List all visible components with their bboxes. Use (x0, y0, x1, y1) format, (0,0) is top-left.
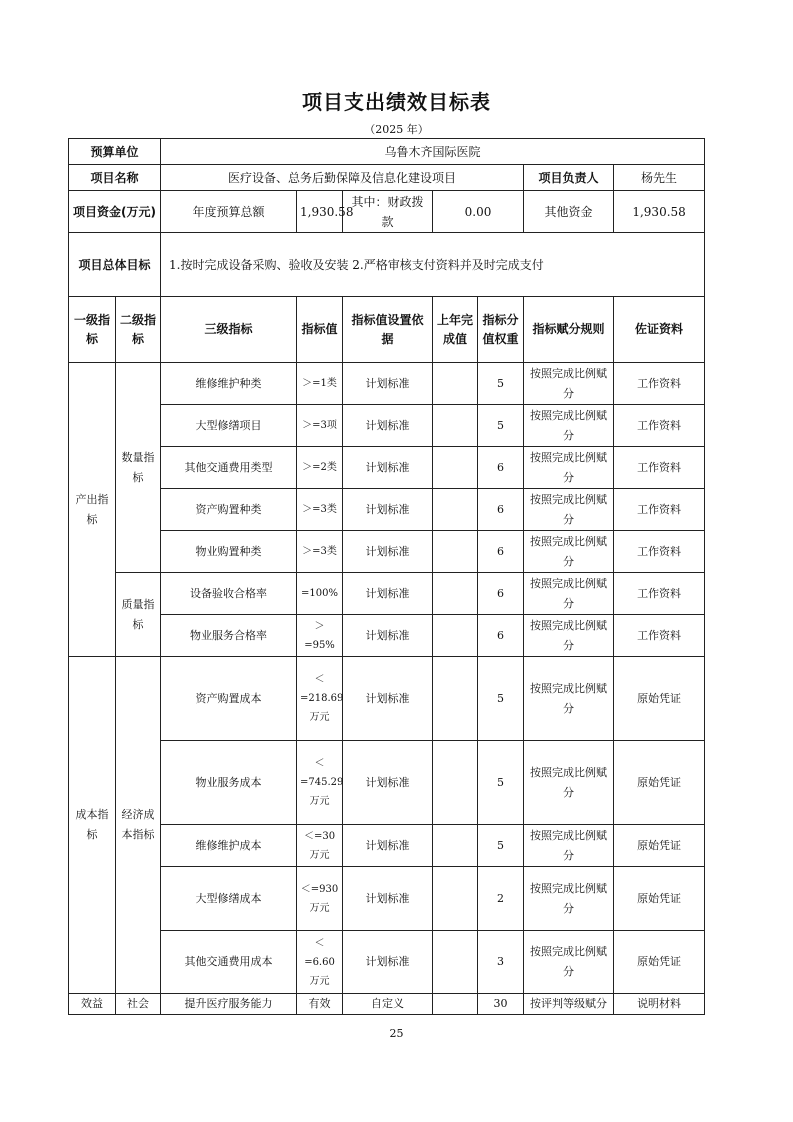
header-rule: 指标赋分规则 (524, 297, 614, 363)
row-value: ＞=3类 (297, 489, 343, 531)
row-basis: 计划标准 (343, 531, 433, 573)
row-evidence: 工作资料 (614, 615, 705, 657)
row-value: ＞=95% (297, 615, 343, 657)
row-basis: 计划标准 (343, 363, 433, 405)
year-label: （2025 年） (364, 123, 429, 136)
row-weight: 6 (478, 573, 524, 615)
row-rule: 按照完成比例赋分 (524, 531, 614, 573)
row-evidence: 原始凭证 (614, 825, 705, 867)
row-value: ＞=1类 (297, 363, 343, 405)
group-quantity: 数量指标 (116, 363, 161, 573)
row-last (433, 994, 478, 1015)
header-level2: 二级指标 (116, 297, 161, 363)
row-evidence: 工作资料 (614, 405, 705, 447)
annual-label: 年度预算总额 (161, 191, 297, 233)
table-row (69, 994, 705, 1015)
header-last-year: 上年完成值 (433, 297, 478, 363)
row-name: 物业购置种类 (161, 531, 297, 573)
other-value: 1,930.58 (614, 191, 705, 233)
row-basis: 计划标准 (343, 825, 433, 867)
row-name: 资产购置成本 (161, 657, 297, 741)
row-last (433, 657, 478, 741)
row-name: 其他交通费用类型 (161, 447, 297, 489)
row-rule: 按照完成比例赋分 (524, 363, 614, 405)
owner-value: 杨先生 (614, 165, 705, 191)
row-basis: 计划标准 (343, 741, 433, 825)
table-row (69, 867, 705, 931)
header-row (69, 297, 705, 363)
row-basis: 计划标准 (343, 657, 433, 741)
table-row (69, 405, 705, 447)
fiscal-value: 0.00 (433, 191, 524, 233)
row-last (433, 531, 478, 573)
goal-value: 1.按时完成设备采购、验收及安装 2.严格审核支付资料并及时完成支付 (161, 233, 705, 297)
row-weight: 6 (478, 615, 524, 657)
row-last (433, 931, 478, 994)
table-row (69, 531, 705, 573)
table-row (69, 825, 705, 867)
row-rule: 按照完成比例赋分 (524, 489, 614, 531)
row-name: 物业服务合格率 (161, 615, 297, 657)
row-rule: 按照完成比例赋分 (524, 657, 614, 741)
row-basis: 计划标准 (343, 447, 433, 489)
row-basis: 自定义 (343, 994, 433, 1015)
row-weight: 2 (478, 867, 524, 931)
row-name: 物业服务成本 (161, 741, 297, 825)
table-row (69, 615, 705, 657)
row-rule: 按照完成比例赋分 (524, 447, 614, 489)
owner-label: 项目负责人 (524, 165, 614, 191)
row-weight: 6 (478, 531, 524, 573)
unit-label: 预算单位 (69, 139, 161, 165)
row-name: 设备验收合格率 (161, 573, 297, 615)
row-last (433, 489, 478, 531)
performance-table-main (68, 138, 705, 1015)
row-rule: 按照完成比例赋分 (524, 615, 614, 657)
row-value: ＜=745.29万元 (297, 741, 343, 825)
other-label: 其他资金 (524, 191, 614, 233)
row-basis: 计划标准 (343, 867, 433, 931)
row-weight: 3 (478, 931, 524, 994)
table-row (69, 573, 705, 615)
row-last (433, 825, 478, 867)
row-rule: 按照完成比例赋分 (524, 867, 614, 931)
row-name: 大型修缮成本 (161, 867, 297, 931)
row-value: ＞=2类 (297, 447, 343, 489)
row-value: ＜=218.69万元 (297, 657, 343, 741)
row-evidence: 原始凭证 (614, 657, 705, 741)
header-level1: 一级指标 (69, 297, 116, 363)
row-name: 其他交通费用成本 (161, 931, 297, 994)
annual-value: 1,930.58 (297, 191, 343, 233)
row-value: ＞=3项 (297, 405, 343, 447)
group-cost: 成本指标 (69, 657, 116, 994)
header-weight: 指标分值权重 (478, 297, 524, 363)
row-rule: 按评判等级赋分 (524, 994, 614, 1015)
row-weight: 5 (478, 741, 524, 825)
row-last (433, 615, 478, 657)
table-row (69, 363, 705, 405)
name-value: 医疗设备、总务后勤保障及信息化建设项目 (161, 165, 524, 191)
row-name: 资产购置种类 (161, 489, 297, 531)
row-basis: 计划标准 (343, 615, 433, 657)
row-evidence: 原始凭证 (614, 931, 705, 994)
row-evidence: 工作资料 (614, 531, 705, 573)
row-evidence: 说明材料 (614, 994, 705, 1015)
row-weight: 5 (478, 405, 524, 447)
table-row (69, 489, 705, 531)
group-economic: 经济成本指标 (116, 657, 161, 994)
row-evidence: 工作资料 (614, 447, 705, 489)
row-value: =100% (297, 573, 343, 615)
row-last (433, 363, 478, 405)
row-basis: 计划标准 (343, 931, 433, 994)
group-quality: 质量指标 (116, 573, 161, 657)
row-weight: 6 (478, 447, 524, 489)
row-basis: 计划标准 (343, 405, 433, 447)
row-last (433, 741, 478, 825)
header-value: 指标值 (297, 297, 343, 363)
row-value: ＜=30万元 (297, 825, 343, 867)
page-title: 项目支出绩效目标表 (302, 90, 491, 114)
page-number: 25 (389, 1027, 404, 1040)
table-row (69, 447, 705, 489)
row-rule: 按照完成比例赋分 (524, 573, 614, 615)
row-rule: 按照完成比例赋分 (524, 405, 614, 447)
row-weight: 6 (478, 489, 524, 531)
row-value: ＞=3类 (297, 531, 343, 573)
table-row (69, 657, 705, 741)
table-row (69, 741, 705, 825)
group-benefit: 效益 (69, 994, 116, 1015)
row-name: 大型修缮项目 (161, 405, 297, 447)
fund-label: 项目资金(万元) (69, 191, 161, 233)
row-last (433, 573, 478, 615)
group-social: 社会 (116, 994, 161, 1015)
row-name: 维修维护成本 (161, 825, 297, 867)
row-last (433, 405, 478, 447)
row-last (433, 447, 478, 489)
row-weight: 30 (478, 994, 524, 1015)
row-value: ＜=930万元 (297, 867, 343, 931)
table-row (69, 931, 705, 994)
header-evidence: 佐证资料 (614, 297, 705, 363)
row-last (433, 867, 478, 931)
row-rule: 按照完成比例赋分 (524, 931, 614, 994)
row-value: ＜=6.60万元 (297, 931, 343, 994)
name-label: 项目名称 (69, 165, 161, 191)
row-weight: 5 (478, 363, 524, 405)
unit-value: 乌鲁木齐国际医院 (161, 139, 705, 165)
header-level3: 三级指标 (161, 297, 297, 363)
goal-label: 项目总体目标 (69, 233, 161, 297)
header-basis: 指标值设置依据 (343, 297, 433, 363)
group-output: 产出指标 (69, 363, 116, 657)
row-weight: 5 (478, 825, 524, 867)
row-weight: 5 (478, 657, 524, 741)
fiscal-label: 其中：财政拨款 (343, 191, 433, 233)
row-evidence: 原始凭证 (614, 867, 705, 931)
row-evidence: 工作资料 (614, 363, 705, 405)
row-evidence: 原始凭证 (614, 741, 705, 825)
row-rule: 按照完成比例赋分 (524, 825, 614, 867)
row-name: 提升医疗服务能力 (161, 994, 297, 1015)
row-basis: 计划标准 (343, 573, 433, 615)
row-rule: 按照完成比例赋分 (524, 741, 614, 825)
row-evidence: 工作资料 (614, 489, 705, 531)
row-value: 有效 (297, 994, 343, 1015)
row-evidence: 工作资料 (614, 573, 705, 615)
row-name: 维修维护种类 (161, 363, 297, 405)
row-basis: 计划标准 (343, 489, 433, 531)
